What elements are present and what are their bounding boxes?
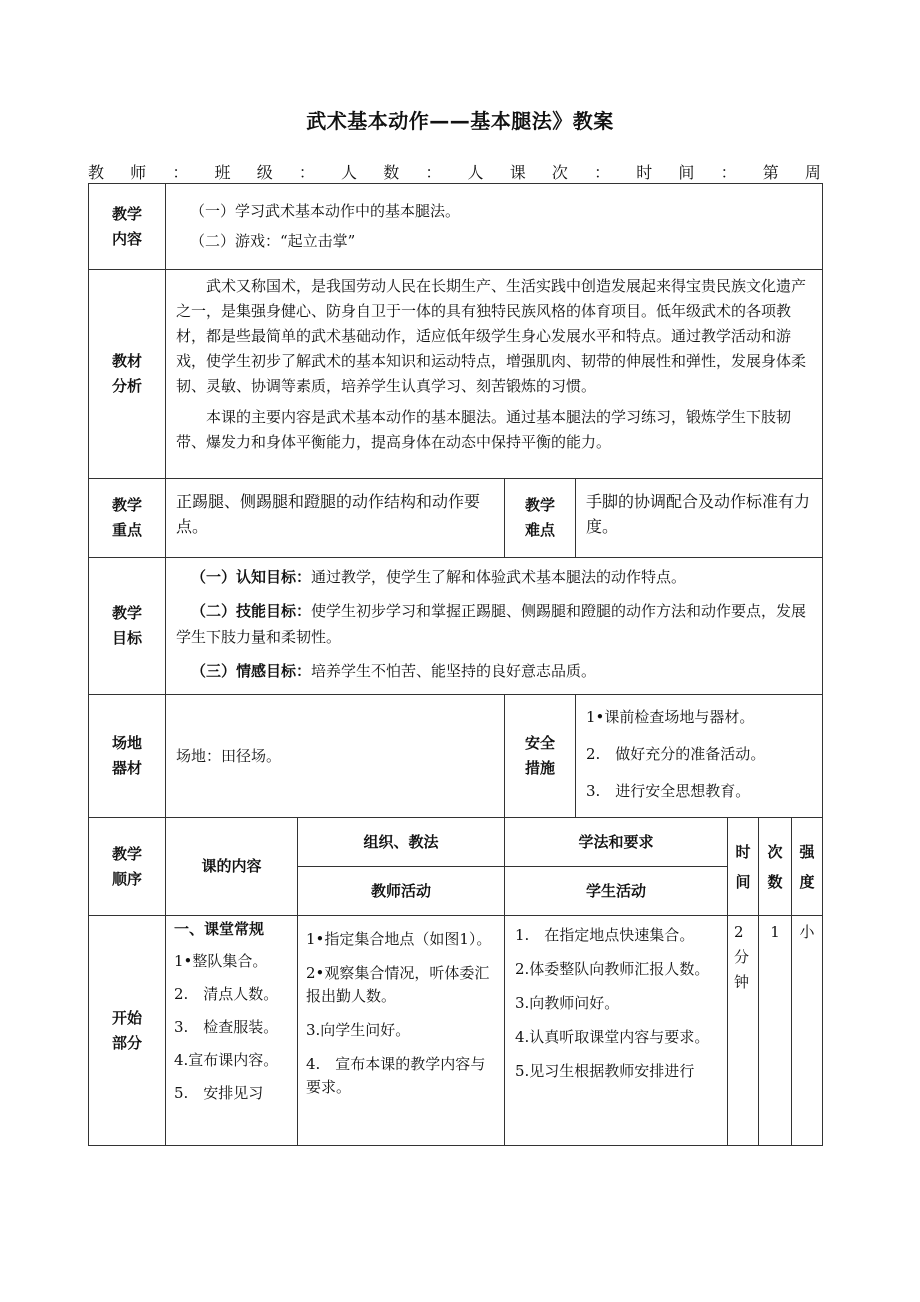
safety-cell — [576, 695, 823, 818]
info-char: 人 — [341, 163, 358, 182]
info-char: ： — [720, 163, 737, 182]
start-teacher-item: 3.向学生问好。 — [306, 1021, 411, 1039]
key-points-cell: 正踢腿、侧踢腿和蹬腿的动作结构和动作要点。 — [166, 479, 505, 558]
info-char: 教 — [88, 163, 105, 182]
header-study-method: 学法和要求 — [505, 818, 728, 867]
label-key-points: 教学 重点 — [89, 479, 166, 558]
header-organization: 组织、教法 — [298, 818, 505, 867]
start-content-item: 3. 检查服装。 — [174, 1018, 279, 1036]
row-material-analysis — [89, 270, 823, 479]
info-char: 周 — [804, 163, 821, 182]
info-char: 数 — [383, 163, 400, 182]
start-student-item: 1. 在指定地点快速集合。 — [515, 926, 695, 944]
row-venue-equipment — [89, 695, 823, 818]
header-student-activity: 学生活动 — [505, 867, 728, 916]
venue-cell: 场地：田径场。 — [166, 695, 505, 818]
start-time-cell: 2分钟 — [728, 916, 759, 1146]
start-student-item: 3.向教师问好。 — [515, 994, 620, 1012]
label-teaching-content: 教学 内容 — [89, 184, 166, 270]
start-content-item: 5. 安排见习 — [174, 1084, 264, 1102]
label-venue-equipment: 场地 器材 — [89, 695, 166, 818]
header-lesson-content: 课的内容 — [166, 818, 298, 916]
header-intensity: 强 度 — [792, 818, 823, 916]
safety-item: 3. 进行安全思想教育。 — [586, 782, 751, 800]
page-title: 武术基本动作——基本腿法》教案 — [306, 109, 614, 133]
info-char: 时 — [636, 163, 653, 182]
start-student-item: 2.体委整队向教师汇报人数。 — [515, 960, 710, 978]
start-student-item: 4.认真听取课堂内容与要求。 — [515, 1028, 710, 1046]
label-sequence: 教学 顺序 — [89, 818, 166, 916]
start-content-item: 4.宣布课内容。 — [174, 1051, 279, 1069]
analysis-paragraph-2: 本课的主要内容是武术基本动作的基本腿法。通过基本腿法的学习练习，锻炼学生下肢韧带、爆发力和身体平衡能力，提高身体在动态中保持平衡的能力。 — [176, 408, 792, 451]
row-sequence-header — [89, 818, 823, 867]
label-start-section: 开始 部分 — [89, 916, 166, 1146]
lesson-info-line — [88, 160, 821, 184]
label-safety: 安全 措施 — [505, 695, 576, 818]
header-teacher-activity: 教师活动 — [298, 867, 505, 916]
start-student-item: 5.见习生根据教师安排进行 — [515, 1062, 695, 1080]
label-material-analysis: 教材 分析 — [89, 270, 166, 479]
info-char: 间 — [678, 163, 695, 182]
info-char: ： — [425, 163, 442, 182]
start-content-cell — [166, 916, 298, 1146]
header-time: 时 间 — [728, 818, 759, 916]
start-teacher-item: 4. 宣布本课的教学内容与要求。 — [306, 1055, 486, 1096]
row-key-points — [89, 479, 823, 558]
start-intensity-cell: 小 — [792, 916, 823, 1146]
info-char: ： — [298, 163, 315, 182]
teaching-goals-cell — [166, 558, 823, 695]
info-char: 第 — [762, 163, 779, 182]
info-char: 次 — [551, 163, 568, 182]
start-count-cell: 1 — [759, 916, 792, 1146]
start-teacher-cell — [298, 916, 505, 1146]
label-difficulties: 教学 难点 — [505, 479, 576, 558]
material-analysis-cell — [166, 270, 823, 479]
info-char: 师 — [130, 163, 147, 182]
start-content-item: 1•整队集合。 — [174, 952, 268, 970]
difficulties-cell: 手脚的协调配合及动作标准有力度。 — [576, 479, 823, 558]
info-char: ： — [172, 163, 189, 182]
lesson-plan-table — [88, 183, 823, 1146]
row-start-section — [89, 916, 823, 1146]
analysis-paragraph-1: 武术又称国术，是我国劳动人民在长期生产、生活实践中创造发展起来得宝贵民族文化遗产之一，是集强身健心、防身自卫于一体的具有独特民族风格的体育项目。低年级武术的各项教材，都是些最简单的武术基础动作，适应低年级学生身心发展水平和特点。通过教学活动和游戏，使学生初步了解武术的基本知识和运动特点，增强肌肉、韧带的伸展性和弹性，发展身体柔韧、灵敏、协调等素质，培养学生认真学习、刻苦锻炼的习惯。 — [176, 277, 807, 395]
row-teaching-content — [89, 184, 823, 270]
info-char: 班 — [214, 163, 231, 182]
info-char: 级 — [256, 163, 273, 182]
safety-item: 1•课前检查场地与器材。 — [586, 708, 755, 726]
content-item: （二）游戏：“起立击掌” — [190, 232, 356, 250]
info-char: ： — [594, 163, 611, 182]
start-teacher-item: 2•观察集合情况，听体委汇报出勤人数。 — [306, 964, 490, 1005]
content-item: （一）学习武术基本动作中的基本腿法。 — [190, 202, 461, 220]
row-teaching-goals — [89, 558, 823, 695]
goal-skill: （二）技能目标：使学生初步学习和掌握正踢腿、侧踢腿和蹬腿的动作方法和动作要点，发展学生下肢力量和柔韧性。 — [176, 602, 807, 646]
safety-item: 2. 做好充分的准备活动。 — [586, 745, 766, 763]
teaching-content-cell — [166, 184, 823, 270]
goal-cognitive: （一）认知目标：通过教学，使学生了解和体验武术基本腿法的动作特点。 — [191, 568, 687, 586]
start-content-item: 2. 清点人数。 — [174, 985, 279, 1003]
goal-emotion: （三）情感目标：培养学生不怕苦、能坚持的良好意志品质。 — [191, 662, 597, 680]
start-student-cell — [505, 916, 728, 1146]
info-char: 课 — [509, 163, 526, 182]
start-content-title: 一、课堂常规 — [174, 920, 265, 938]
info-char: 人 — [467, 163, 484, 182]
header-count: 次 数 — [759, 818, 792, 916]
label-teaching-goals: 教学 目标 — [89, 558, 166, 695]
start-teacher-item: 1•指定集合地点（如图1）。 — [306, 930, 492, 948]
